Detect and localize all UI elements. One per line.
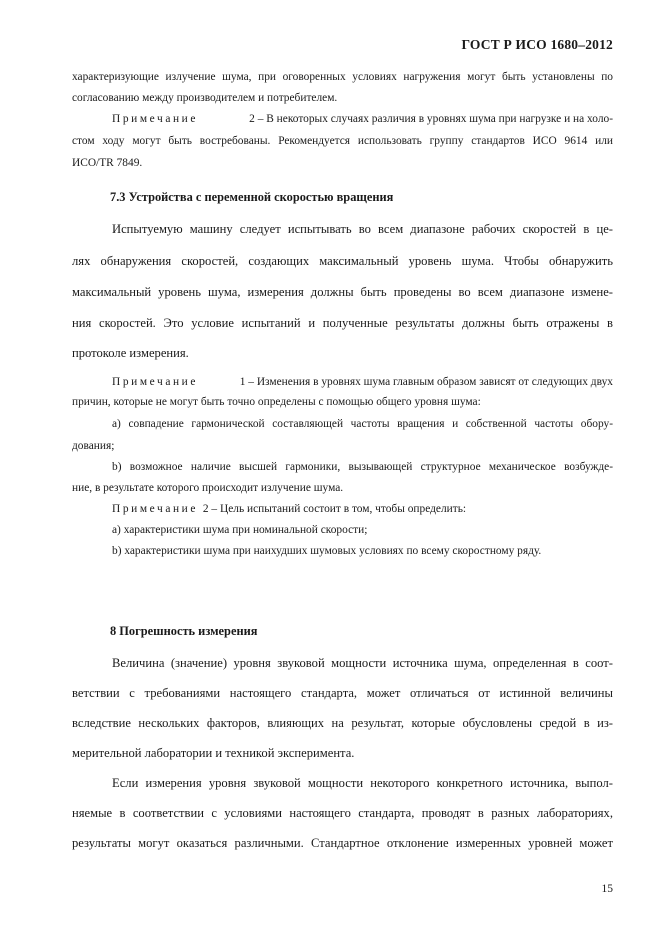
note-1-line-1 [112,376,613,388]
section-7-3-line-5: протоколе измерения. [72,346,189,360]
note-2a-line-1 [112,113,613,125]
note-2a-line-2: стом ходу могут быть востребованы. Рекомендуется использовать группу стандартов ИСО 9614 или [72,135,613,147]
section-8-line-7: результаты могут оказаться различными. Стандартное отклонение измеренных уровней может [72,836,613,850]
section-7-3-line-2: лях обнаружения скоростей, создающих максимальный уровень шума. Чтобы обнаружить [72,254,613,268]
section-8-line-6: няемые в соответствии с условиями настоящего стандарта, проводят в разных лабораториях, [72,806,613,820]
note-2a-label: Примечание [112,113,199,125]
note-1-label: Примечание [112,376,199,388]
page-number: 15 [601,883,613,895]
intro-line-2: согласованию между производителем и потребителем. [72,92,338,104]
section-7-3-line-3: максимальный уровень шума, измерения должны быть проведены во всем диапазоне измене- [72,285,613,299]
note-2b-item-a: а) характеристики шума при номинальной скорости; [112,524,368,536]
section-7-3-line-4: ния скоростей. Это условие испытаний и полученные результаты должны быть отражены в [72,316,613,330]
section-8-line-4: мерительной лаборатории и техникой эксперимента. [72,746,355,760]
section-8-line-5: Если измерения уровня звуковой мощности некоторого конкретного источника, выпол- [112,776,613,790]
note-2b-line-1 [112,503,466,515]
section-7-3-heading: 7.3 Устройства с переменной скоростью вращения [110,190,394,204]
note-2b-text: 2 – Цель испытаний состоит в том, чтобы определить: [202,503,467,515]
note-2b-item-b: b) характеристики шума при наихудших шумовых условиях по всему скоростному ряду. [112,545,542,557]
note-2b-label: Примечание [112,503,199,515]
note-1-line-2: причин, которые не могут быть точно определены с помощью общего уровня шума: [72,396,481,408]
document-header: ГОСТ Р ИСО 1680–2012 [461,37,613,52]
section-8-line-1: Величина (значение) уровня звуковой мощности источника шума, определенная в соот- [112,656,613,670]
note-1-item-b-line-1: b) возможное наличие высшей гармоники, вызывающей структурное механическое возбужде- [112,461,613,473]
section-8-heading: 8 Погрешность измерения [110,624,258,638]
note-2a-text: 2 – В некоторых случаях различия в уровнях шума при нагрузке и на холо- [249,113,613,125]
intro-line-1: характеризующие излучение шума, при оговоренных условиях нагружения могут быть установлены по [72,71,613,83]
note-1-item-b-line-2: ние, в результате которого происходит излучение шума. [72,482,344,494]
note-1-text: 1 – Изменения в уровнях шума главным образом зависят от следующих двух [239,376,613,388]
section-7-3-line-1: Испытуемую машину следует испытывать во всем диапазоне рабочих скоростей в це- [112,222,613,236]
note-1-item-a-line-2: дования; [72,440,115,452]
section-8-line-2: ветствии с требованиями настоящего стандарта, может отличаться от истинной величины [72,686,613,700]
section-8-line-3: вследствие нескольких факторов, влияющих на результат, которые обусловлены средой в из- [72,716,613,730]
note-1-item-a-line-1: а) совпадение гармонической составляющей частоты вращения и собственной частоты обору- [112,418,613,430]
note-2a-line-3: ИСО/TR 7849. [72,157,143,169]
